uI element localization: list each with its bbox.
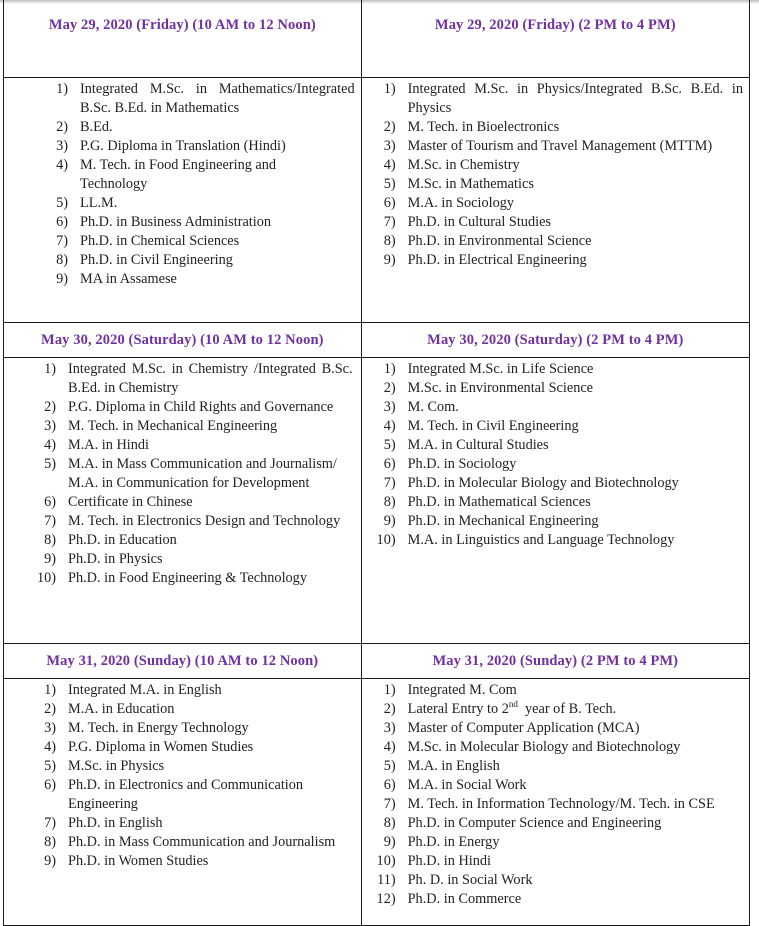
list-item: 3) P.G. Diploma in Translation (Hindi) xyxy=(56,138,286,154)
list-item: 5) M.Sc. in Mathematics xyxy=(383,176,534,192)
list-item: 4) M. Tech. in Food Engineering and Technology xyxy=(56,157,277,192)
list-item: 3) Master of Tourism and Travel Management (MTTM) xyxy=(383,138,713,154)
list-item: 8) Ph.D. in Civil Engineering xyxy=(56,252,233,268)
list-item: 2) M.Sc. in Environmental Science xyxy=(383,380,594,396)
day-2-afternoon-list xyxy=(362,358,749,550)
list-item: 5) M.Sc. in Physics xyxy=(44,758,165,774)
day-1-afternoon-header: May 29, 2020 (Friday) (2 PM to 4 PM) xyxy=(361,0,749,78)
exam-schedule-table xyxy=(3,0,750,926)
day-1-morning-header: May 29, 2020 (Friday) (10 AM to 12 Noon) xyxy=(4,0,362,78)
list-item: 1) Integrated M. Com xyxy=(383,682,517,698)
list-item: 4) M.A. in Hindi xyxy=(44,437,150,453)
list-item: 9) Ph.D. in Electrical Engineering xyxy=(383,252,587,268)
day-3-header-row xyxy=(4,644,750,679)
list-item: 2) B.Ed. xyxy=(56,119,113,135)
day-2-morning-list-cell xyxy=(4,358,362,644)
day-3-morning-list xyxy=(4,679,361,871)
day-3-afternoon-list-cell xyxy=(361,679,749,926)
list-item: 7) Ph.D. in English xyxy=(44,815,163,831)
list-item: 9) Ph.D. in Physics xyxy=(44,551,163,567)
list-item: 9) Ph.D. in Mechanical Engineering xyxy=(383,513,599,529)
list-item: 3) M. Tech. in Energy Technology xyxy=(44,720,249,736)
list-item: 7) Ph.D. in Chemical Sciences xyxy=(56,233,240,249)
day-2-afternoon-header: May 30, 2020 (Saturday) (2 PM to 4 PM) xyxy=(361,323,749,358)
list-item: 4) M.Sc. in Molecular Biology and Biotechnology xyxy=(383,739,681,755)
list-item: 5) LL.M. xyxy=(56,195,118,211)
day-1-morning-list-cell xyxy=(4,78,362,323)
day-2-morning-list xyxy=(4,358,361,588)
list-item: 9) Ph.D. in Energy xyxy=(383,834,500,850)
list-item: 6) Ph.D. in Electronics and Communication Engineering xyxy=(44,777,304,812)
list-item: 8) Ph.D. in Education xyxy=(44,532,177,548)
list-item: 1) Integrated M.A. in English xyxy=(44,682,222,698)
list-item: 6) Ph.D. in Sociology xyxy=(383,456,517,472)
day-1-header-row xyxy=(4,0,750,78)
list-item: 1) Integrated M.Sc. in Life Science xyxy=(383,361,594,377)
list-item: 2) M. Tech. in Bioelectronics xyxy=(383,119,560,135)
list-item: 8) Ph.D. in Mathematical Sciences xyxy=(383,494,591,510)
list-item: 7) M. Tech. in Information Technology/M. Tech. in CSE xyxy=(383,796,715,812)
list-item: 12) Ph.D. in Commerce xyxy=(376,891,522,907)
list-item: 7) Ph.D. in Molecular Biology and Biotechnology xyxy=(383,475,679,491)
list-item: 7) M. Tech. in Electronics Design and Technology xyxy=(44,513,341,529)
list-item: 4) M. Tech. in Civil Engineering xyxy=(383,418,579,434)
day-3-afternoon-header: May 31, 2020 (Sunday) (2 PM to 4 PM) xyxy=(361,644,749,679)
list-item: 3) M. Com. xyxy=(383,399,459,415)
list-item: 1) Integrated M.Sc. in Mathematics/Integrated B.Sc. B.Ed. in Mathematics xyxy=(56,81,355,116)
day-1-afternoon-list xyxy=(362,78,749,270)
list-item: 4) P.G. Diploma in Women Studies xyxy=(44,739,254,755)
list-item: 6) Certificate in Chinese xyxy=(44,494,193,510)
list-item: 8) Ph.D. in Environmental Science xyxy=(383,233,592,249)
list-item: 6) M.A. in Sociology xyxy=(383,195,515,211)
list-item: 5) M.A. in Cultural Studies xyxy=(383,437,549,453)
list-item: 2) Lateral Entry to 2nd year of B. Tech. xyxy=(383,699,617,717)
day-2-header-row xyxy=(4,323,750,358)
list-item: 10) Ph.D. in Hindi xyxy=(376,853,492,869)
list-item: 5) M.A. in English xyxy=(383,758,500,774)
list-item: 10) M.A. in Linguistics and Language Technology xyxy=(376,532,675,548)
day-3-morning-list-cell xyxy=(4,679,362,926)
day-1-afternoon-list-cell xyxy=(361,78,749,323)
list-item: 1) Integrated M.Sc. in Physics/Integrated B.Sc. B.Ed. in Physics xyxy=(383,81,743,116)
list-item: 8) Ph.D. in Mass Communication and Journalism xyxy=(44,834,336,850)
list-item: 6) M.A. in Social Work xyxy=(383,777,527,793)
list-item: 2) M.A. in Education xyxy=(44,701,175,717)
day-1-body-row xyxy=(4,78,750,323)
day-2-body-row xyxy=(4,358,750,644)
day-3-afternoon-list xyxy=(362,679,749,909)
list-item: 11) Ph. D. in Social Work xyxy=(377,872,533,888)
list-item: 3) Master of Computer Application (MCA) xyxy=(383,720,640,736)
day-2-afternoon-list-cell xyxy=(361,358,749,644)
list-item: 3) M. Tech. in Mechanical Engineering xyxy=(44,418,278,434)
list-item: 8) Ph.D. in Computer Science and Engineering xyxy=(383,815,662,831)
list-item: 9) Ph.D. in Women Studies xyxy=(44,853,209,869)
list-item: 4) M.Sc. in Chemistry xyxy=(383,157,520,173)
list-item: 9) MA in Assamese xyxy=(56,271,177,287)
day-3-morning-header: May 31, 2020 (Sunday) (10 AM to 12 Noon) xyxy=(4,644,362,679)
day-1-morning-list xyxy=(4,78,361,289)
list-item: 1) Integrated M.Sc. in Chemistry /Integrated B.Sc. B.Ed. in Chemistry xyxy=(44,361,353,396)
list-item: 2) P.G. Diploma in Child Rights and Governance xyxy=(44,399,334,415)
day-3-body-row xyxy=(4,679,750,926)
list-item: 5) M.A. in Mass Communication and Journalism/ M.A. in Communication for Development xyxy=(44,456,337,491)
list-item: 7) Ph.D. in Cultural Studies xyxy=(383,214,551,230)
list-item: 10) Ph.D. in Food Engineering & Technology xyxy=(36,570,307,586)
list-item: 6) Ph.D. in Business Administration xyxy=(56,214,272,230)
day-2-morning-header: May 30, 2020 (Saturday) (10 AM to 12 Noon) xyxy=(4,323,362,358)
